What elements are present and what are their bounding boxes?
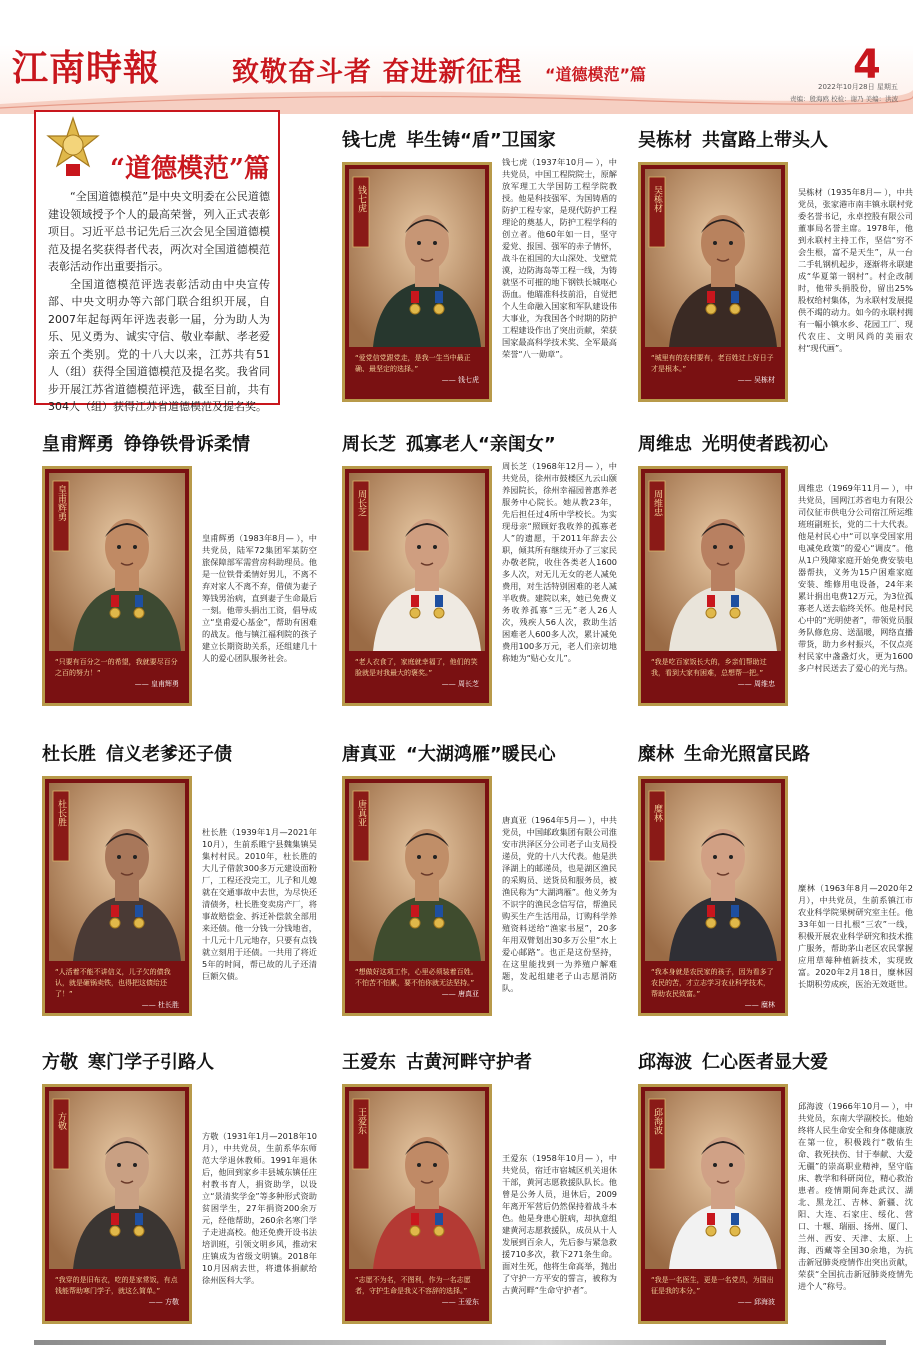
- card-title: [342, 740, 556, 766]
- quote-attribution: —— 邱海波: [737, 1298, 775, 1306]
- card-title: [342, 430, 556, 456]
- portrait-photo: [349, 1091, 485, 1269]
- card-title: [42, 430, 250, 456]
- person-tagline: 信义老爹还子债: [106, 744, 232, 765]
- portrait-frame: [342, 162, 492, 402]
- person-name: 钱七虎: [342, 130, 396, 151]
- quote-text: “老人衣食了，家庭就幸福了，他们的笑脸就是对我最大的褒奖。”: [355, 658, 478, 677]
- person-name: 方敬: [42, 1052, 78, 1073]
- portrait-frame: [342, 776, 492, 1016]
- person-card: [638, 126, 913, 416]
- quote-text: “爱党信党跟党走，是我一生当中最正确、最坚定的选择。”: [355, 354, 471, 373]
- person-bio: 王爱东（1958年10月— ），中共党员，宿迁市宿城区机关退休干部，黄河志愿救援队队长。他曾是公务人员，退休后，2009年离开军营后仍然保持着战斗本色。他是身患心脏病，却执意组建黄河志愿救援队，成员从十人发展到百余人，先后参与紧急救援710多次，救下271条生命。面对生死，他将生命高举，抛出了守护一方平安的誓言，被称为古黄河畔“生命守护者”。: [502, 1153, 617, 1295]
- person-name: 糜林: [638, 744, 674, 765]
- person-bio: 邱海波（1966年10月— ），中共党员，东南大学副校长。他始终将人民生命安全和身体健康放在第一位，积极践行“敬佑生命、救死扶伤、甘于奉献、大爱无疆”的崇高职业精神，坚守临床、教学和科研岗位，精心救治患者。疫情期间奔赴武汉、湖北、黑龙江、吉林、新疆、沈阳、大连、石家庄、绥化、营口、十堰、瑞丽、扬州、厦门、兰州、西安、天津、太原、上海、西藏等全国30余地，为抗击新冠肺炎疫情作出突出贡献，荣获“全国抗击新冠肺炎疫情先进个人”称号。: [798, 1101, 913, 1291]
- person-tagline: 毕生铸“盾”卫国家: [406, 130, 556, 151]
- portrait-illustration: [349, 1091, 485, 1269]
- portrait-quote: [49, 1271, 185, 1317]
- portrait-quote: [645, 349, 781, 395]
- person-tagline: 仁心医者显大爱: [702, 1052, 828, 1073]
- page-number: 4: [853, 42, 881, 88]
- quote-text: “我是吃百家饭长大的，乡亲们帮助过我，看到大家有困难，总想帮一把。”: [651, 658, 767, 677]
- quote-attribution: —— 杜长胜: [141, 1001, 179, 1009]
- quote-attribution: —— 王爱东: [441, 1298, 479, 1306]
- portrait-photo: [645, 783, 781, 961]
- page-headline: 致敬奋斗者 奋进新征程: [232, 57, 523, 88]
- person-name: 王爱东: [342, 1052, 396, 1073]
- person-name: 周长芝: [342, 434, 396, 455]
- card-title: [42, 1048, 214, 1074]
- person-name: 杜长胜: [42, 744, 96, 765]
- intro-paragraph: “全国道德模范”是中央文明委在公民道德建设领域授予个人的最高荣誉，列入正式表彰项目。习近平总书记先后三次会见全国道德模范及提名奖获得者代表，两次对全国道德模范表彰活动作出重要指示。: [48, 190, 270, 273]
- portrait-illustration: [645, 473, 781, 651]
- portrait-quote: [349, 963, 485, 1009]
- portrait-photo: [645, 169, 781, 347]
- frame-vertical-label: 周长芝: [356, 489, 366, 517]
- person-name: 周维忠: [638, 434, 692, 455]
- frame-vertical-label: 王爱东: [356, 1107, 366, 1135]
- portrait-illustration: [645, 783, 781, 961]
- frame-vertical-label: 方敬: [56, 1112, 66, 1130]
- person-bio: 杜长胜（1939年1月—2021年10月），生前系睢宁县魏集镇吴集村村民。2010年，杜长胜的大儿子借款300多万元建设面粉厂，工程还没完工，儿子和儿媳就在交通事故中去世，为尽快还清债务，杜长胜变卖房产厂，将事故赔偿金、拆迁补偿款全部用来还债。他一分钱一分钱地省，十几元十几元地存，只要有点钱就立刻用于还债。一共用了将近5年的时间，帮已故的儿子还清巨额欠债。: [202, 827, 317, 981]
- portrait-frame: [638, 162, 788, 402]
- portrait-frame: [638, 1084, 788, 1324]
- portrait-illustration: [49, 783, 185, 961]
- quote-attribution: —— 周维忠: [737, 680, 775, 688]
- portrait-frame: [342, 1084, 492, 1324]
- person-card: [638, 1048, 913, 1338]
- quote-attribution: —— 皇甫辉勇: [134, 680, 179, 688]
- quote-text: “我本身就是农民家的孩子，因为看多了农民的苦，才立志学习农业科学技术，帮助农民致富。”: [651, 968, 774, 998]
- portrait-photo: [49, 783, 185, 961]
- person-card: [42, 740, 317, 1030]
- quote-attribution: —— 周长芝: [441, 680, 479, 688]
- quote-attribution: —— 钱七虎: [441, 376, 479, 384]
- person-card: [42, 430, 317, 720]
- person-bio: 周长芝（1968年12月— ），中共党员，徐州市鼓楼区九云山颐养园院长，徐州幸福园普惠养老服务中心院长。她从教23年，先后担任过4所中学校长。为实现母亲“照顾好我收养的孤寡老人”的遗愿，于2011年辞去公职，倾其所有继续开办了三家民办敬老院，收住各类老人1600多人次，对无儿无女的老人减免费用，对生活特别困难的老人减半收费。建院以来，她已免费义务收养孤寡“三无”老人26人次，残疾人56人次，救助生活困难老人600多人次，累计减免费用100多万元，老人们亲切地称她为“贴心女儿”。: [502, 461, 617, 663]
- intro-paragraph: 全国道德模范评选表彰活动由中央宣传部、中央文明办等六部门联合组织开展，自2007年起每两年评选表彰一届，分为助人为乐、见义勇为、诚实守信、敬业奉献、孝老爱亲五个类别。党的十八大以来，江苏共有51人（组）获得全国道德模范及提名奖。我省同步开展江苏省道德模范评选，截至目前，共有304人（组）获得江苏省道德模范及提名奖。: [48, 277, 270, 413]
- frame-vertical-label: 皇甫辉勇: [56, 485, 66, 521]
- frame-vertical-label: 邱海波: [652, 1107, 662, 1135]
- portrait-illustration: [349, 169, 485, 347]
- person-card: [342, 1048, 617, 1338]
- person-bio: 钱七虎（1937年10月— ），中共党员，中国工程院院士，原解放军理工大学国防工程学院教授。他是科技强军、为国铸盾的防护工程专家，是现代防护工程理论的奠基人，防护工程学科的创立者。他60年如一日，坚守爱党、报国、强军的赤子情怀，战斗在祖国的大山深处、戈壁荒漠，边防海岛等工程一线，为铸就坚不可摧的地下钢铁长城呕心沥血。他瞄准科技前沿，自觉把个人生命融入国家和军队建设伟大事业，为我国各个时期的防护工程建设作出了突出贡献，荣获国家最高科学技术奖、全军最高荣誉“八一勋章”。: [502, 157, 617, 359]
- page-headline-sub: “道德模范”篇: [545, 65, 647, 84]
- person-card: [42, 1048, 317, 1338]
- portrait-illustration: [49, 1091, 185, 1269]
- quote-text: “人活着不能不讲信义，儿子欠的债我认，就是砸锅卖铁，也得把这债给还了！”: [55, 968, 171, 998]
- person-name: 邱海波: [638, 1052, 692, 1073]
- person-tagline: 寒门学子引路人: [88, 1052, 214, 1073]
- card-title: [42, 740, 232, 766]
- portrait-quote: [645, 1271, 781, 1317]
- newspaper-logo: 江南時報: [12, 47, 161, 89]
- portrait-quote: [49, 963, 185, 1009]
- person-tagline: 铮铮铁骨诉柔情: [124, 434, 250, 455]
- card-title: [342, 126, 556, 152]
- quote-text: “志愿不为名，不图利，作为一名志愿者，守护生命是我义不容辞的选择。”: [355, 1276, 471, 1295]
- person-bio: 周维忠（1969年11月— ），中共党员，国网江苏省电力有限公司仪征市供电分公司宿江所运维班班副班长，党的二十大代表。他是村民心中“可以享受国家用电减免政策”的爱心“调皮”。他从1户残障家庭开始免费安装电器帮扶，义务为15户困难家庭安装、维修用电设备，24年来累计捐出电费12万元，为3位孤寡老人送去临终关怀。他是村民心中的“光明使者”，带领党员服务队修危房、送温暖，网络直播带货，助力乡村振兴，不仅点亮村民家中盏盏灯火，更为1600多户村民送去了爱心的光与热。: [798, 483, 913, 673]
- portrait-photo: [349, 169, 485, 347]
- person-tagline: 孤寡老人“亲闺女”: [406, 434, 556, 455]
- quote-text: “城里有的农村要有，老百姓过上好日子才是根本。”: [651, 354, 774, 373]
- person-bio: 唐真亚（1964年5月— ），中共党员，中国邮政集团有限公司淮安市洪泽区分公司老子山支局投递员，党的十八大代表。他是洪泽湖上的邮递员，也是湖区渔民的采购员、送货员和服务员，被渔民称为“大湖鸿雁”。他义务为不识字的渔民念信写信，帮渔民购买生产生活用品，订购科学养殖资料送给“渔家书屋”，20多年用双臂划出30多万公里“水上爱心邮路”。也正是这份坚持，在这里能找到一为养殖户解难题，发起组建老子山志愿消防队。: [502, 815, 617, 993]
- person-tagline: “大湖鸿雁”暖民心: [406, 744, 556, 765]
- person-tagline: 古黄河畔守护者: [406, 1052, 532, 1073]
- card-title: [638, 740, 810, 766]
- frame-vertical-label: 周维忠: [652, 489, 662, 517]
- person-tagline: 生命光照富民路: [684, 744, 810, 765]
- quote-attribution: —— 方敬: [148, 1298, 179, 1306]
- person-card: [638, 740, 913, 1030]
- portrait-quote: [645, 963, 781, 1009]
- quote-attribution: —— 糜林: [744, 1001, 775, 1009]
- intro-text: [48, 188, 270, 416]
- portrait-quote: [49, 653, 185, 699]
- person-bio: 吴栋材（1935年8月— ），中共党员，张家港市南丰镇永联村党委名誉书记，永卓控股有限公司董事局名誉主席。1978年，他到永联村主持工作，坚信“穷不会生根，富不是天生”，从一台二手轧钢机起步，逐渐将永联建成“华夏第一钢村”。村企改制时，他带头捐股份，留出25%股权给村集体，为永联村发展提供不竭的动力。如今的永联村拥有一幅小镇水乡、花园工厂、现代农庄、文明风尚的美丽农村“现代画”。: [798, 187, 913, 353]
- intro-title: “道德模范”篇: [110, 154, 270, 184]
- person-bio: 方敬（1931年1月—2018年10月），中共党员，生前系华东师范大学退休教师。1991年退休后，他回到家乡丰县城东镇任庄村教书育人，捐资助学，以设立“景清奖学金”等多种形式资助贫困学生，27年捐资200余万元，经他帮助，260余名寒门学子走进高校。他还免费开设书法培训班，引领文明乡风，推动宋庄镇成为省级文明镇。2018年10月因病去世，将遗体捐献给徐州医科大学。: [202, 1131, 317, 1285]
- person-name: 唐真亚: [342, 744, 396, 765]
- portrait-photo: [645, 1091, 781, 1269]
- portrait-frame: [42, 776, 192, 1016]
- portrait-illustration: [349, 783, 485, 961]
- card-title: [638, 126, 828, 152]
- portrait-photo: [349, 473, 485, 651]
- person-bio: 糜林（1963年8月—2020年2月），中共党员，生前系镇江市农业科学院果树研究室主任。他33年如一日扎根“三农”一线，积极开展农业科学研究和技术推广服务，帮助茅山老区农民掌握应用草莓种植新技术，实现致富。2020年2月18日，糜林因长期积劳成疾，医治无效逝世。: [798, 883, 913, 989]
- portrait-illustration: [645, 1091, 781, 1269]
- portrait-quote: [349, 1271, 485, 1317]
- person-card: [342, 740, 617, 1030]
- card-title: [638, 1048, 828, 1074]
- portrait-photo: [349, 783, 485, 961]
- editors-line: 责编：殷海鸥 校检：谢乃 美编：洪波: [790, 95, 899, 103]
- quote-text: “只要有百分之一的希望，我就要尽百分之百的努力！”: [55, 658, 178, 677]
- portrait-illustration: [49, 473, 185, 651]
- person-name: 吴栋材: [638, 130, 692, 151]
- frame-vertical-label: 杜长胜: [56, 799, 66, 827]
- person-card: [342, 430, 617, 720]
- quote-attribution: —— 唐真亚: [441, 990, 479, 998]
- quote-text: “我是一名医生，更是一名党员，为国出征是我的本分。”: [651, 1276, 774, 1295]
- portrait-frame: [42, 1084, 192, 1324]
- portrait-quote: [645, 653, 781, 699]
- quote-text: “想做好这项工作，心里必须装着百姓。不怕苦不怕累，要不怕你就无法坚持。”: [355, 968, 478, 987]
- medal-icon: [42, 116, 104, 178]
- quote-text: “我穿的是旧布衣，吃的是家常饭，有点钱能帮助寒门学子，就这么简单。”: [55, 1276, 178, 1295]
- person-card: [638, 430, 913, 720]
- portrait-illustration: [349, 473, 485, 651]
- person-name: 皇甫辉勇: [42, 434, 114, 455]
- portrait-frame: [638, 466, 788, 706]
- portrait-photo: [49, 473, 185, 651]
- portrait-illustration: [645, 169, 781, 347]
- portrait-frame: [638, 776, 788, 1016]
- portrait-quote: [349, 349, 485, 395]
- person-tagline: 共富路上带头人: [702, 130, 828, 151]
- person-tagline: 光明使者践初心: [702, 434, 828, 455]
- frame-vertical-label: 钱七虎: [356, 185, 366, 213]
- card-title: [638, 430, 828, 456]
- frame-vertical-label: 唐真亚: [356, 799, 366, 827]
- portrait-frame: [42, 466, 192, 706]
- portrait-frame: [342, 466, 492, 706]
- person-bio: 皇甫辉勇（1983年8月— ），中共党员，陆军72集团军某防空旅保障部军需营房科助理员。他是一位铁骨柔情好男儿，不离不弃对家人不离不弃，借债为妻子筹钱男治病，直到妻子生命最后一刻。他带头捐出工资，倡导成立“皇甫爱心基金”，帮助有困难的战友。他与镇江福利院的孩子建立长期资助关系，还组建几十人的爱心团队服务社会。: [202, 533, 317, 663]
- card-title: [342, 1048, 532, 1074]
- frame-vertical-label: 吴栋材: [652, 185, 662, 213]
- person-card: [342, 126, 617, 416]
- portrait-quote: [349, 653, 485, 699]
- portrait-photo: [645, 473, 781, 651]
- frame-vertical-label: 糜林: [652, 804, 662, 822]
- quote-attribution: —— 吴栋材: [737, 376, 775, 384]
- dateline: 2022年10月28日 星期五: [818, 83, 898, 91]
- portrait-photo: [49, 1091, 185, 1269]
- bottom-rule: [34, 1340, 886, 1345]
